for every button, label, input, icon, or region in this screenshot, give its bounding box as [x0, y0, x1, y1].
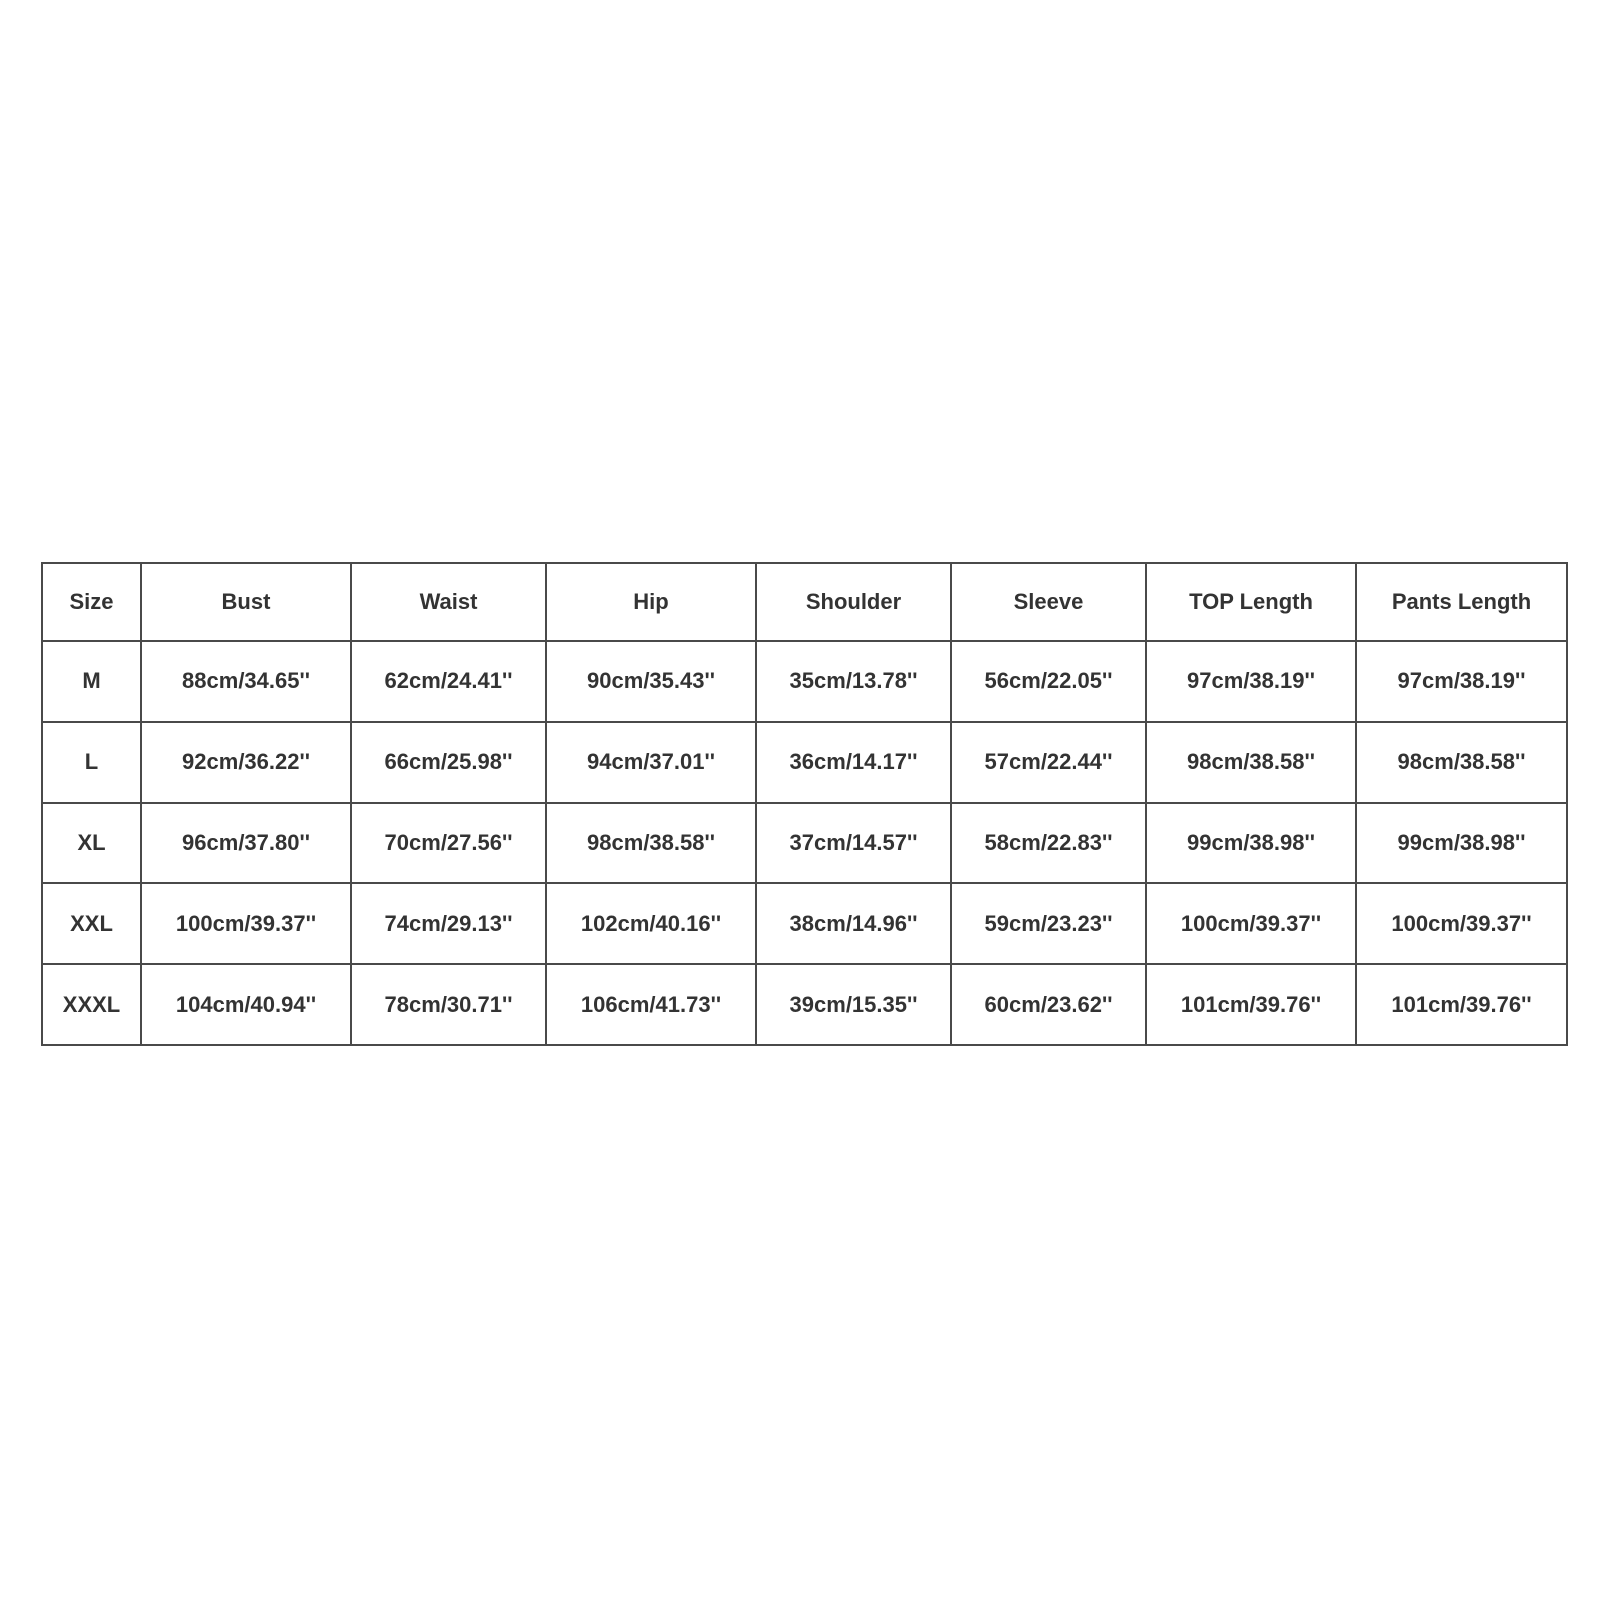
size-chart-body — [42, 641, 1567, 1045]
cell-top-length: 99cm/38.98'' — [1146, 803, 1356, 884]
table-row — [42, 883, 1567, 964]
cell-pants-length: 97cm/38.19'' — [1356, 641, 1567, 722]
cell-bust: 88cm/34.65'' — [141, 641, 351, 722]
header-top-length: TOP Length — [1146, 563, 1356, 641]
cell-pants-length: 100cm/39.37'' — [1356, 883, 1567, 964]
cell-waist: 66cm/25.98'' — [351, 722, 546, 803]
size-chart-table — [41, 562, 1568, 1046]
table-row — [42, 722, 1567, 803]
cell-sleeve: 58cm/22.83'' — [951, 803, 1146, 884]
cell-size: L — [42, 722, 141, 803]
header-row — [42, 563, 1567, 641]
cell-hip: 98cm/38.58'' — [546, 803, 756, 884]
header-hip: Hip — [546, 563, 756, 641]
cell-shoulder: 39cm/15.35'' — [756, 964, 951, 1045]
cell-hip: 106cm/41.73'' — [546, 964, 756, 1045]
cell-sleeve: 56cm/22.05'' — [951, 641, 1146, 722]
header-sleeve: Sleeve — [951, 563, 1146, 641]
cell-bust: 92cm/36.22'' — [141, 722, 351, 803]
table-row — [42, 803, 1567, 884]
table-row — [42, 964, 1567, 1045]
cell-shoulder: 35cm/13.78'' — [756, 641, 951, 722]
cell-waist: 62cm/24.41'' — [351, 641, 546, 722]
cell-pants-length: 99cm/38.98'' — [1356, 803, 1567, 884]
cell-size: XXL — [42, 883, 141, 964]
size-chart-header — [42, 563, 1567, 641]
cell-top-length: 101cm/39.76'' — [1146, 964, 1356, 1045]
cell-sleeve: 60cm/23.62'' — [951, 964, 1146, 1045]
cell-shoulder: 38cm/14.96'' — [756, 883, 951, 964]
cell-size: XXXL — [42, 964, 141, 1045]
cell-hip: 102cm/40.16'' — [546, 883, 756, 964]
cell-top-length: 98cm/38.58'' — [1146, 722, 1356, 803]
header-waist: Waist — [351, 563, 546, 641]
cell-bust: 96cm/37.80'' — [141, 803, 351, 884]
cell-bust: 104cm/40.94'' — [141, 964, 351, 1045]
cell-waist: 74cm/29.13'' — [351, 883, 546, 964]
header-bust: Bust — [141, 563, 351, 641]
table-row — [42, 641, 1567, 722]
header-shoulder: Shoulder — [756, 563, 951, 641]
cell-bust: 100cm/39.37'' — [141, 883, 351, 964]
cell-pants-length: 98cm/38.58'' — [1356, 722, 1567, 803]
header-size: Size — [42, 563, 141, 641]
cell-sleeve: 59cm/23.23'' — [951, 883, 1146, 964]
cell-top-length: 97cm/38.19'' — [1146, 641, 1356, 722]
cell-shoulder: 36cm/14.17'' — [756, 722, 951, 803]
cell-sleeve: 57cm/22.44'' — [951, 722, 1146, 803]
cell-waist: 78cm/30.71'' — [351, 964, 546, 1045]
cell-pants-length: 101cm/39.76'' — [1356, 964, 1567, 1045]
header-pants-length: Pants Length — [1356, 563, 1567, 641]
cell-shoulder: 37cm/14.57'' — [756, 803, 951, 884]
cell-size: XL — [42, 803, 141, 884]
cell-hip: 94cm/37.01'' — [546, 722, 756, 803]
cell-top-length: 100cm/39.37'' — [1146, 883, 1356, 964]
cell-hip: 90cm/35.43'' — [546, 641, 756, 722]
cell-size: M — [42, 641, 141, 722]
cell-waist: 70cm/27.56'' — [351, 803, 546, 884]
